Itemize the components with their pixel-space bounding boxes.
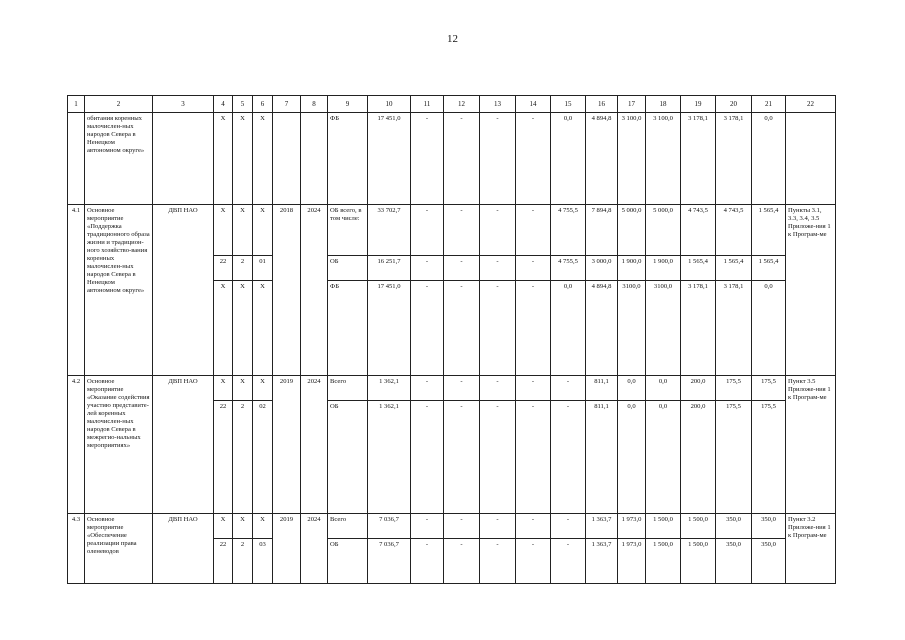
code-cell: 22 [214, 401, 233, 514]
value-cell: 7 036,7 [368, 514, 411, 539]
value-cell: - [516, 281, 551, 376]
header-cell: 21 [752, 96, 786, 113]
value-cell: 7 894,8 [586, 205, 618, 256]
funding-source: ФБ [328, 281, 368, 376]
value-cell: - [480, 205, 516, 256]
end-year [301, 113, 328, 205]
value-cell: 17 451,0 [368, 281, 411, 376]
item-description: Основное мероприятие «Поддержка традиционного образа жизни и традицион-ного хозяйство-вания коренных малочислен-ных народов Севера в Ненецком автономном округе» [85, 205, 153, 376]
code-cell: 2 [233, 256, 253, 281]
value-cell: 3 178,1 [681, 113, 716, 205]
value-cell: 3100,0 [646, 281, 681, 376]
header-cell: 19 [681, 96, 716, 113]
value-cell: - [411, 539, 444, 584]
header-cell: 11 [411, 96, 444, 113]
value-cell: - [411, 113, 444, 205]
value-cell: - [444, 205, 480, 256]
end-year: 2024 [301, 205, 328, 376]
note-cell: Пункты 3.1, 3.3, 3.4, 3.5 Приложе-ния 1 к Програм-ме [786, 205, 836, 376]
code-cell: 02 [253, 401, 273, 514]
executor: ДВП НАО [153, 205, 214, 376]
funding-source: ОБ всего, в том числе: [328, 205, 368, 256]
end-year: 2024 [301, 376, 328, 514]
value-cell: - [444, 281, 480, 376]
value-cell: - [444, 401, 480, 514]
value-cell: - [411, 401, 444, 514]
value-cell: 5 000,0 [618, 205, 646, 256]
value-cell: 175,5 [752, 376, 786, 401]
value-cell: 16 251,7 [368, 256, 411, 281]
value-cell: - [516, 205, 551, 256]
code-cell: Х [233, 205, 253, 256]
value-cell: 3 100,0 [618, 113, 646, 205]
value-cell: 200,0 [681, 376, 716, 401]
value-cell: 0,0 [618, 401, 646, 514]
header-cell: 13 [480, 96, 516, 113]
value-cell: 0,0 [551, 281, 586, 376]
code-cell: Х [233, 113, 253, 205]
code-cell: 2 [233, 539, 253, 584]
header-cell: 1 [68, 96, 85, 113]
value-cell: - [444, 539, 480, 584]
value-cell: 4 743,5 [716, 205, 752, 256]
value-cell: 1 362,1 [368, 401, 411, 514]
value-cell: 0,0 [618, 376, 646, 401]
item-description: Основное мероприятие «Обеспечение реализации права оленеводов [85, 514, 153, 584]
value-cell: 350,0 [752, 514, 786, 539]
note-cell: Пункт 3.2 Приложе-ния 1 к Програм-ме [786, 514, 836, 584]
value-cell: 175,5 [752, 401, 786, 514]
header-cell: 16 [586, 96, 618, 113]
value-cell: - [444, 514, 480, 539]
value-cell: 0,0 [646, 401, 681, 514]
value-cell: 175,5 [716, 376, 752, 401]
header-cell: 2 [85, 96, 153, 113]
value-cell: 1 565,4 [752, 256, 786, 281]
header-cell: 17 [618, 96, 646, 113]
value-cell: 3 178,1 [716, 281, 752, 376]
value-cell: 0,0 [646, 376, 681, 401]
value-cell: 0,0 [551, 113, 586, 205]
code-cell: 2 [233, 401, 253, 514]
value-cell: 4 755,5 [551, 205, 586, 256]
value-cell: - [411, 205, 444, 256]
value-cell: 3 178,1 [681, 281, 716, 376]
value-cell: - [516, 376, 551, 401]
header-cell: 18 [646, 96, 681, 113]
item-description: Основное мероприятие «Оказание содействия участию представите-лей коренных малочислен-ных народов Севера в межрегио-нальных мероприятиях» [85, 376, 153, 514]
funding-source: ОБ [328, 539, 368, 584]
table-row [68, 376, 836, 401]
code-cell: Х [233, 514, 253, 539]
header-cell: 10 [368, 96, 411, 113]
page-number: 12 [447, 33, 458, 45]
table-row [68, 514, 836, 539]
value-cell: - [551, 401, 586, 514]
code-cell: Х [214, 514, 233, 539]
value-cell: 1 565,4 [716, 256, 752, 281]
value-cell: - [516, 113, 551, 205]
value-cell: - [444, 113, 480, 205]
item-description: обитания коренных малочислен-ных народов Севера в Ненецком автономном округе» [85, 113, 153, 205]
code-cell: Х [253, 514, 273, 539]
value-cell: 17 451,0 [368, 113, 411, 205]
note-cell: Пункт 3.5 Приложе-ния 1 к Програм-ме [786, 376, 836, 514]
code-cell: Х [233, 281, 253, 376]
header-cell: 5 [233, 96, 253, 113]
header-cell: 3 [153, 96, 214, 113]
value-cell: 5 000,0 [646, 205, 681, 256]
value-cell: 0,0 [752, 281, 786, 376]
value-cell: 1 362,1 [368, 376, 411, 401]
table-row [68, 205, 836, 256]
value-cell: - [411, 281, 444, 376]
value-cell: 4 894,8 [586, 281, 618, 376]
value-cell: 1 500,0 [681, 539, 716, 584]
value-cell: 1 565,4 [752, 205, 786, 256]
value-cell: 350,0 [752, 539, 786, 584]
note-cell [786, 113, 836, 205]
code-cell: Х [253, 205, 273, 256]
value-cell: - [411, 376, 444, 401]
value-cell: - [444, 256, 480, 281]
header-cell: 12 [444, 96, 480, 113]
value-cell: - [551, 539, 586, 584]
executor: ДВП НАО [153, 514, 214, 584]
executor [153, 113, 214, 205]
value-cell: 3100,0 [618, 281, 646, 376]
table-row [68, 113, 836, 205]
header-cell: 9 [328, 96, 368, 113]
code-cell: 22 [214, 539, 233, 584]
funding-source: Всего [328, 514, 368, 539]
value-cell: - [480, 539, 516, 584]
value-cell: 350,0 [716, 514, 752, 539]
funding-source: ОБ [328, 256, 368, 281]
code-cell: 22 [214, 256, 233, 281]
value-cell: 1 565,4 [681, 256, 716, 281]
value-cell: 0,0 [752, 113, 786, 205]
header-cell: 4 [214, 96, 233, 113]
value-cell: 4 894,8 [586, 113, 618, 205]
value-cell: 1 500,0 [646, 514, 681, 539]
start-year [273, 113, 301, 205]
value-cell: 4 755,5 [551, 256, 586, 281]
value-cell: 33 702,7 [368, 205, 411, 256]
funding-source: ОБ [328, 401, 368, 514]
code-cell: Х [214, 205, 233, 256]
header-cell: 6 [253, 96, 273, 113]
value-cell: 1 500,0 [646, 539, 681, 584]
code-cell: Х [233, 376, 253, 401]
value-cell: - [516, 256, 551, 281]
code-cell: Х [253, 376, 273, 401]
header-row [68, 96, 836, 113]
value-cell: 7 036,7 [368, 539, 411, 584]
header-cell: 8 [301, 96, 328, 113]
start-year: 2018 [273, 205, 301, 376]
funding-source: Всего [328, 376, 368, 401]
value-cell: 1 900,0 [618, 256, 646, 281]
code-cell: Х [253, 281, 273, 376]
table-body [68, 96, 836, 584]
value-cell: - [551, 514, 586, 539]
executor: ДВП НАО [153, 376, 214, 514]
value-cell: 4 743,5 [681, 205, 716, 256]
code-cell: 01 [253, 256, 273, 281]
header-cell: 15 [551, 96, 586, 113]
start-year: 2019 [273, 376, 301, 514]
code-cell: Х [214, 113, 233, 205]
value-cell: 811,1 [586, 376, 618, 401]
value-cell: - [480, 113, 516, 205]
value-cell: - [411, 256, 444, 281]
code-cell: Х [214, 376, 233, 401]
value-cell: 1 363,7 [586, 514, 618, 539]
value-cell: 1 363,7 [586, 539, 618, 584]
value-cell: - [480, 256, 516, 281]
end-year: 2024 [301, 514, 328, 584]
value-cell: 811,1 [586, 401, 618, 514]
value-cell: 200,0 [681, 401, 716, 514]
value-cell: - [516, 514, 551, 539]
value-cell: - [551, 376, 586, 401]
code-cell: Х [214, 281, 233, 376]
value-cell: - [480, 376, 516, 401]
code-cell: Х [253, 113, 273, 205]
value-cell: - [411, 514, 444, 539]
item-number: 4.1 [68, 205, 85, 376]
item-number [68, 113, 85, 205]
start-year: 2019 [273, 514, 301, 584]
header-cell: 7 [273, 96, 301, 113]
value-cell: - [516, 401, 551, 514]
item-number: 4.2 [68, 376, 85, 514]
program-table [67, 95, 836, 584]
value-cell: 3 000,0 [586, 256, 618, 281]
value-cell: - [444, 376, 480, 401]
value-cell: - [516, 539, 551, 584]
value-cell: - [480, 514, 516, 539]
value-cell: 3 178,1 [716, 113, 752, 205]
value-cell: 1 973,0 [618, 539, 646, 584]
value-cell: - [480, 401, 516, 514]
funding-source: ФБ [328, 113, 368, 205]
value-cell: 1 973,0 [618, 514, 646, 539]
value-cell: 175,5 [716, 401, 752, 514]
header-cell: 14 [516, 96, 551, 113]
value-cell: 350,0 [716, 539, 752, 584]
header-cell: 22 [786, 96, 836, 113]
header-cell: 20 [716, 96, 752, 113]
value-cell: 3 100,0 [646, 113, 681, 205]
value-cell: - [480, 281, 516, 376]
code-cell: 03 [253, 539, 273, 584]
item-number: 4.3 [68, 514, 85, 584]
value-cell: 1 500,0 [681, 514, 716, 539]
value-cell: 1 900,0 [646, 256, 681, 281]
